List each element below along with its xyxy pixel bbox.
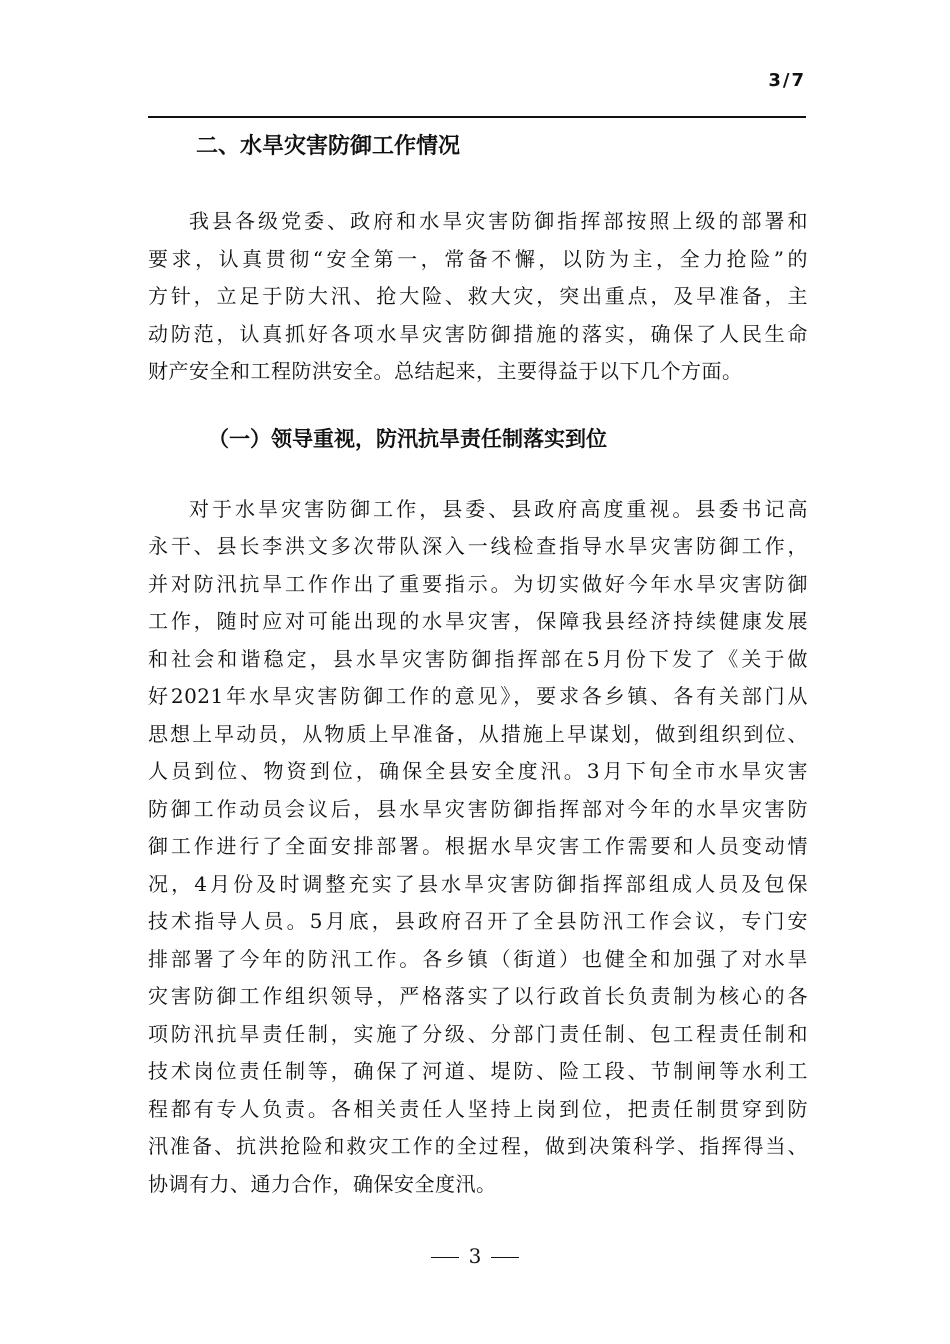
paragraph-line: 和社会和谐稳定，县水旱灾害防御指挥部在5月份下发了《关于做 xyxy=(148,646,808,671)
document-body xyxy=(148,124,808,1203)
intro-paragraph xyxy=(148,203,808,391)
footer-dash-right xyxy=(491,1257,519,1258)
paragraph-line: 排部署了今年的防汛工作。各乡镇（街道）也健全和加强了对水旱 xyxy=(148,946,808,971)
paragraph-line: 防御工作动员会议后，县水旱灾害防御指挥部对今年的水旱灾害防 xyxy=(148,796,808,821)
paragraph-line: 动防范，认真抓好各项水旱灾害防御措施的落实，确保了人民生命 xyxy=(148,321,808,346)
paragraph-line: 御工作进行了全面安排部署。根据水旱灾害工作需要和人员变动情 xyxy=(148,834,808,858)
paragraph-line: 汛准备、抗洪抢险和救灾工作的全过程，做到决策科学、指挥得当、 xyxy=(148,1134,808,1158)
footer-dash-left xyxy=(431,1257,459,1258)
paragraph-line: 我县各级党委、政府和水旱灾害防御指挥部按照上级的部署和 xyxy=(189,209,808,233)
section-heading: 二、水旱灾害防御工作情况 xyxy=(196,134,461,159)
paragraph-line: 工作，随时应对可能出现的水旱灾害，保障我县经济持续健康发展 xyxy=(148,609,808,633)
paragraph-line: 技术指导人员。5月底，县政府召开了全县防汛工作会议，专门安 xyxy=(148,909,808,933)
paragraph-line: 程都有专人负责。各相关责任人坚持上岗到位，把责任制贯穿到防 xyxy=(148,1096,808,1121)
paragraph-line: 技术岗位责任制等，确保了河道、堤防、险工段、节制闸等水利工 xyxy=(148,1059,808,1083)
paragraph-line: 协调有力、通力合作，确保安全度汛。 xyxy=(148,1171,497,1196)
paragraph-line: 并对防汛抗旱工作作出了重要指示。为切实做好今年水旱灾害防御 xyxy=(148,571,808,596)
page-number: 3 xyxy=(468,1244,482,1268)
paragraph-line: 好2021年水旱灾害防御工作的意见》，要求各乡镇、各有关部门从 xyxy=(148,684,808,708)
paragraph-line: 灾害防御工作组织领导，严格落实了以行政首长负责制为核心的各 xyxy=(148,984,808,1008)
paragraph-line: 要求，认真贯彻“安全第一，常备不懈，以防为主，全力抢险”的 xyxy=(148,246,808,271)
paragraph-line: 况，4月份及时调整充实了县水旱灾害防御指挥部组成人员及包保 xyxy=(148,871,808,896)
page-footer xyxy=(0,1244,950,1268)
paragraph-line: 思想上早动员，从物质上早准备，从措施上早谋划，做到组织到位、 xyxy=(148,721,808,746)
paragraph-line: 人员到位、物资到位，确保全县安全度汛。3月下旬全市水旱灾害 xyxy=(148,759,808,783)
paragraph-line: 项防汛抗旱责任制，实施了分级、分部门责任制、包工程责任制和 xyxy=(148,1021,808,1046)
subsection-heading: （一）领导重视，防汛抗旱责任制落实到位 xyxy=(208,426,607,451)
paragraph-line: 对于水旱灾害防御工作，县委、县政府高度重视。县委书记高 xyxy=(189,496,808,521)
page-header xyxy=(148,64,806,118)
paragraph-line: 财产安全和工程防洪安全。总结起来，主要得益于以下几个方面。 xyxy=(148,359,743,383)
paragraph-line: 方针，立足于防大汛、抢大险、救大灾，突出重点，及早准备，主 xyxy=(148,284,808,308)
body-paragraph xyxy=(148,491,808,1204)
paragraph-line: 永干、县长李洪文多次带队深入一线检查指导水旱灾害防御工作， xyxy=(148,534,808,558)
page-counter: 3/7 xyxy=(768,70,806,91)
